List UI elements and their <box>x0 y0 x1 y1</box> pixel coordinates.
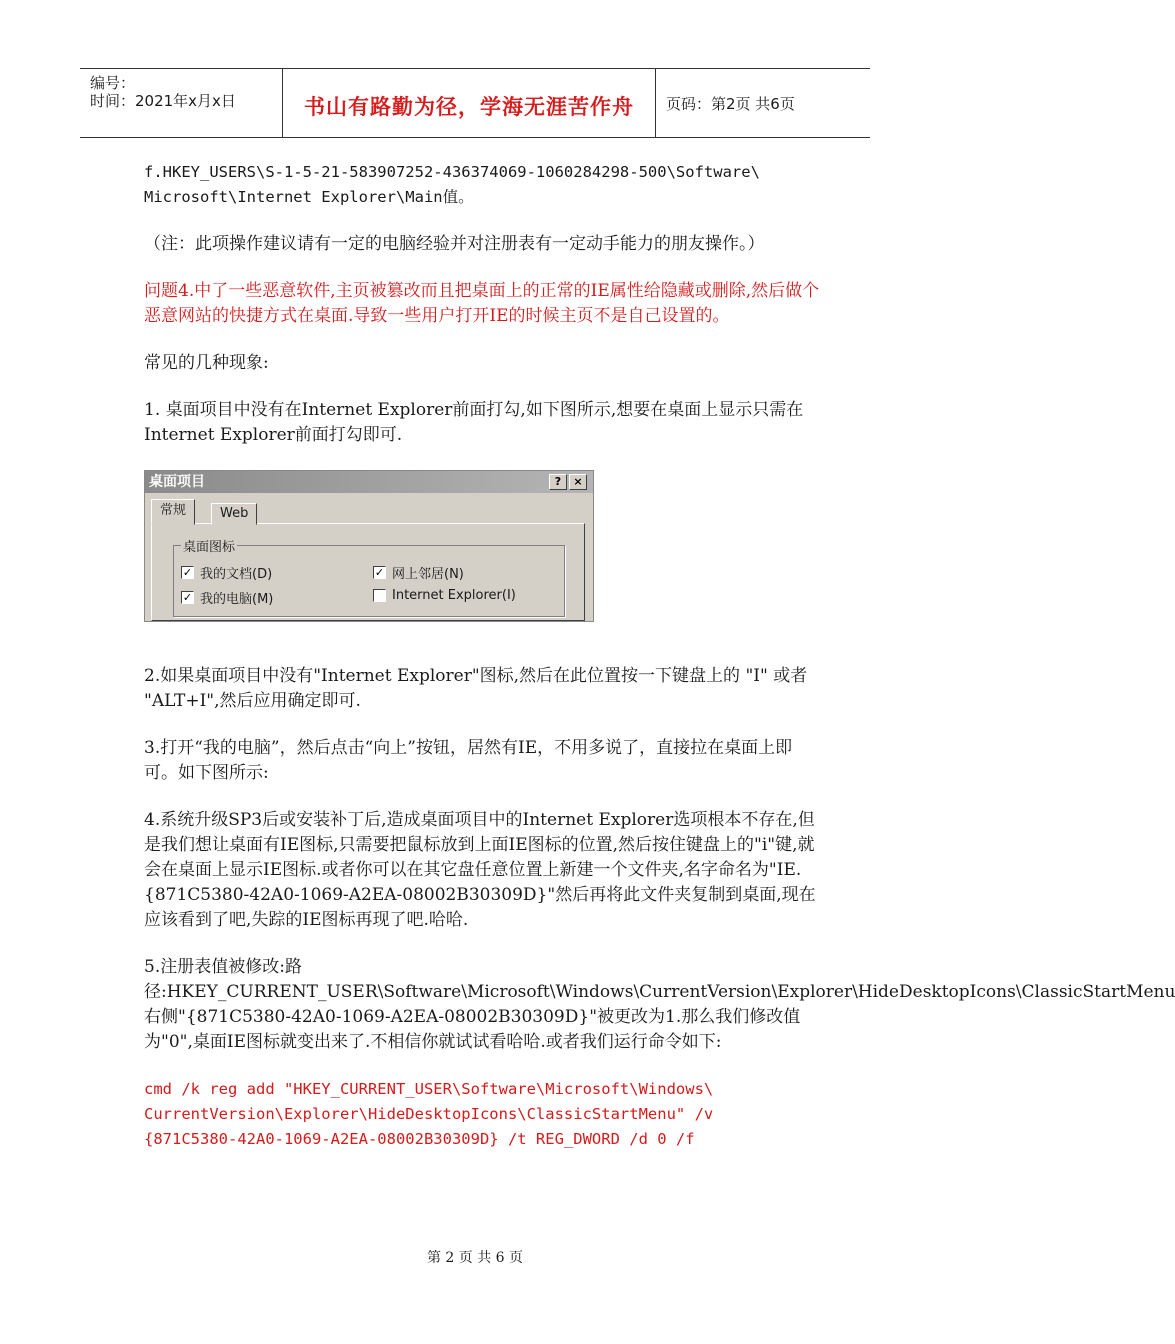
checkbox-network-places[interactable] <box>373 563 464 582</box>
page-info: 页码：第2页 共6页 <box>666 95 795 113</box>
check-icon: ✓ <box>182 591 193 604</box>
page-header <box>80 68 870 138</box>
command-block <box>144 1077 824 1152</box>
note-paragraph: （注：此项操作建议请有一定的电脑经验并对注册表有一定动手能力的朋友操作。） <box>144 234 765 254</box>
command-line-3: {871C5380-42A0-1069-A2EA-08002B30309D} /t REG_DWORD /d 0 /f <box>144 1130 695 1148</box>
command-line-1: cmd /k reg add "HKEY_CURRENT_USER\Software\Microsoft\Windows\ <box>144 1080 714 1098</box>
phenomenon-5: 5.注册表值被修改:路径:HKEY_CURRENT_USER\Software\Microsoft\Windows\CurrentVersion\Explorer\HideDesktopIcons\ClassicStartMenu右侧"{871C5380-42A0-1069-A2EA-08002B30309D}"被更改为1.那么我们修改值为"0",桌面IE图标就变出来了.不相信你就试试看哈哈.或者我们运行命令如下: <box>144 957 1175 1052</box>
phenomenon-4: 4.系统升级SP3后或安装补丁后,造成桌面项目中的Internet Explorer选项根本不存在,但是我们想让桌面有IE图标,只需要把鼠标放到上面IE图标的位置,然后按住键盘上的"i"键,就会在桌面上显示IE图标.或者你可以在其它盘任意位置上新建一个文件夹,名字命名为"IE.{871C5380-42A0-1069-A2EA-08002B30309D}"然后再将此文件夹复制到桌面,现在应该看到了吧,失踪的IE图标再现了吧.哈哈. <box>144 810 816 930</box>
checkbox-my-computer[interactable] <box>181 588 273 607</box>
phenomenon-1: 1. 桌面项目中没有在Internet Explorer前面打勾,如下图所示,想要在桌面上显示只需在Internet Explorer前面打勾即可. <box>144 400 804 445</box>
checkbox-label: 我的文档(D) <box>200 567 273 582</box>
registry-path-line-1: f.HKEY_USERS\S-1-5-21-583907252-436374069-1060284298-500\Software\ <box>144 163 760 181</box>
header-meta-cell <box>80 69 283 137</box>
checkbox-internet-explorer[interactable] <box>373 588 516 603</box>
motto: 书山有路勤为径，学海无涯苦作舟 <box>304 95 634 119</box>
close-icon[interactable]: × <box>569 474 587 490</box>
header-page-cell <box>656 69 870 137</box>
check-icon: ✓ <box>182 566 193 579</box>
phenomenon-2: 2.如果桌面项目中没有"Internet Explorer"图标,然后在此位置按一下键盘上的 "I" 或者 "ALT+I",然后应用确定即可. <box>144 666 808 711</box>
checkbox-label: 网上邻居(N) <box>392 567 464 582</box>
checkbox-label: 我的电脑(M) <box>200 592 274 607</box>
registry-path-line-2: Microsoft\Internet Explorer\Main值。 <box>144 188 474 206</box>
registry-path-paragraph <box>144 160 824 210</box>
checkbox-my-documents[interactable] <box>181 563 272 582</box>
empty-checkbox-icon <box>373 589 386 602</box>
dialog-title: 桌面项目 <box>149 474 205 490</box>
tab-web[interactable]: Web <box>211 503 257 525</box>
group-label: 桌面图标 <box>181 536 237 555</box>
phenomenon-3: 3.打开“我的电脑”，然后点击“向上”按钮，居然有IE，不用多说了，直接拉在桌面上即可。如下图所示: <box>144 738 793 783</box>
check-icon: ✓ <box>374 566 385 579</box>
phenomena-intro: 常见的几种现象: <box>144 353 269 373</box>
time-label: 时间：2021年x月x日 <box>90 92 236 110</box>
desktop-items-dialog-screenshot <box>144 470 594 622</box>
checkbox-label: Internet Explorer(I) <box>392 588 516 603</box>
help-icon[interactable]: ? <box>549 474 567 490</box>
command-line-2: CurrentVersion\Explorer\HideDesktopIcons\ClassicStartMenu" /v <box>144 1105 714 1123</box>
page-footer: 第 2 页 共 6 页 <box>426 1250 524 1266</box>
tab-general[interactable]: 常规 <box>151 499 195 525</box>
document-body <box>144 160 1175 1174</box>
dialog-titlebar <box>145 471 593 493</box>
problem-4-heading: 问题4.中了一些恶意软件,主页被篡改而且把桌面上的正常的IE属性给隐藏或删除,然后做个恶意网站的快捷方式在桌面.导致一些用户打开IE的时候主页不是自己设置的。 <box>144 281 820 326</box>
serial-label: 编号： <box>90 74 136 92</box>
header-motto-cell <box>283 69 656 137</box>
